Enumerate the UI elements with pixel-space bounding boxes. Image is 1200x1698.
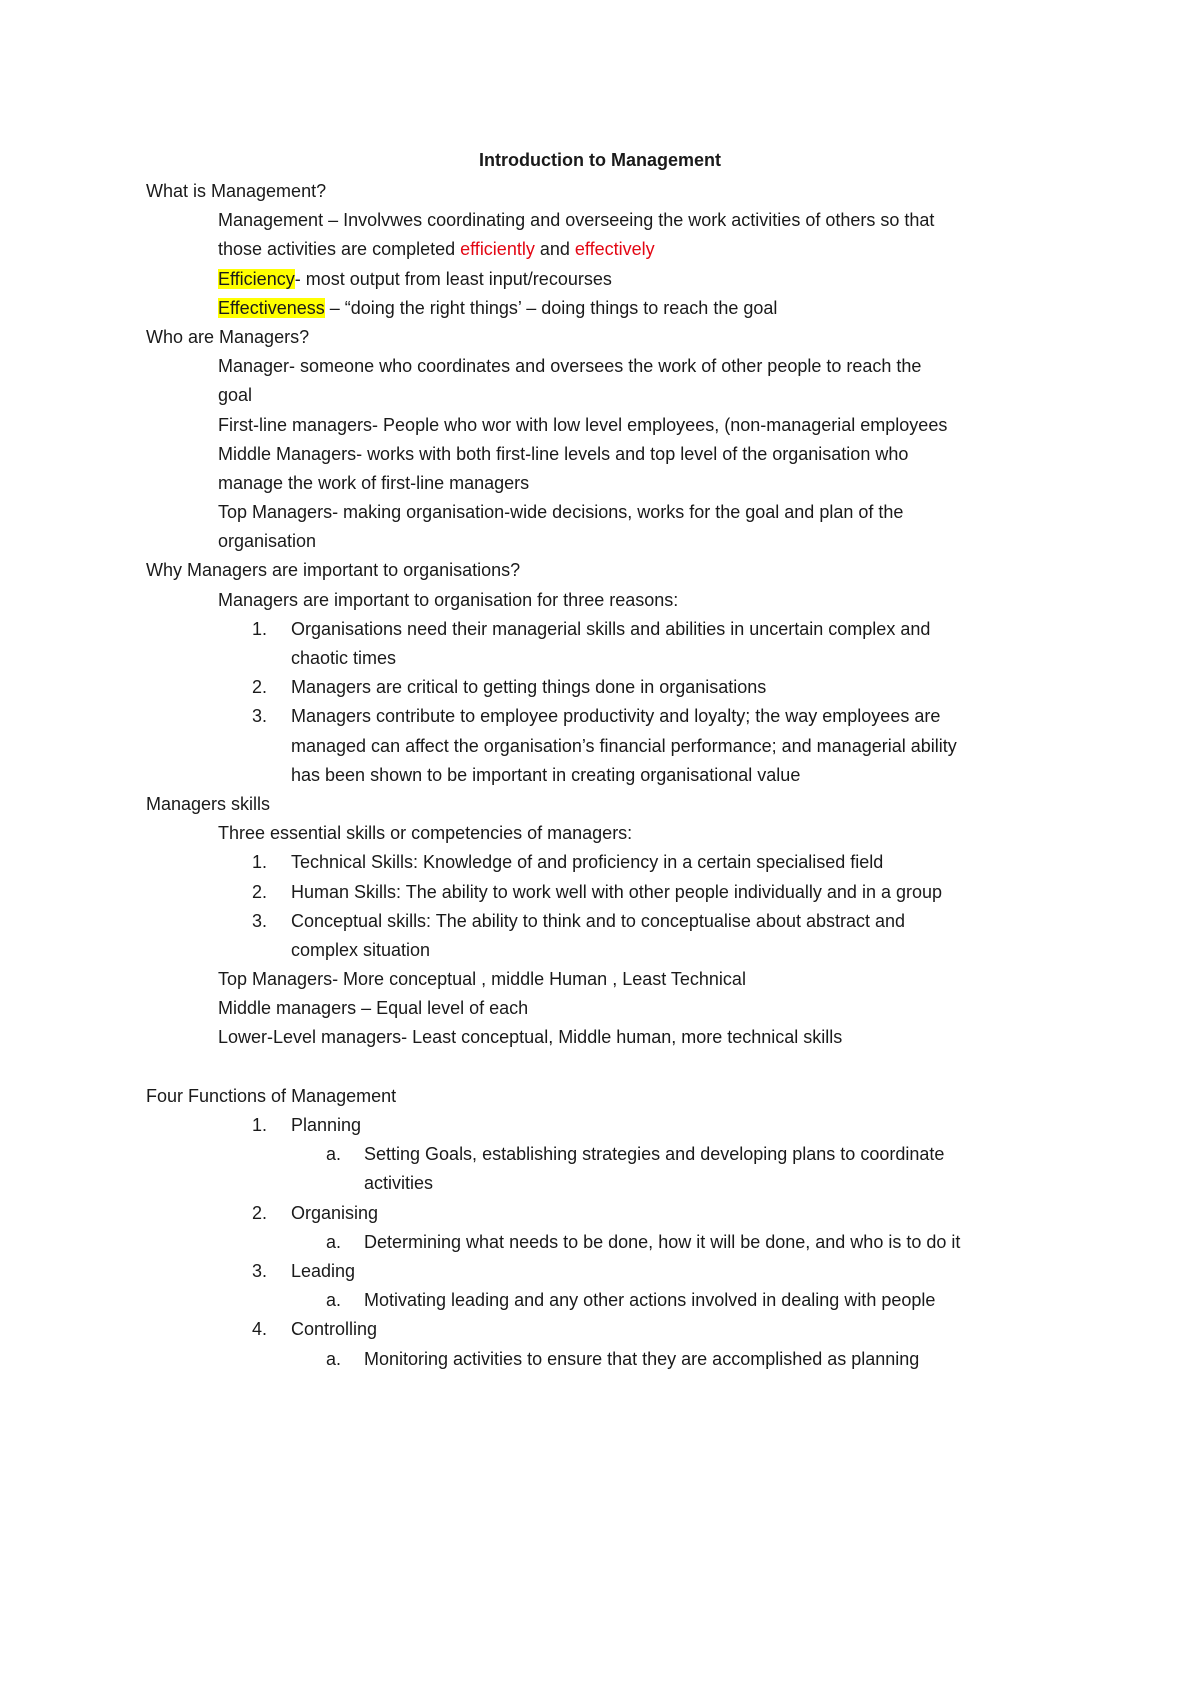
first-line-managers: First-line managers- People who wor with low level employees, (non-managerial employees [218,414,948,435]
efficiently-term: efficiently [460,239,535,260]
list-item-cont: has been shown to be important in creating organisational value [291,764,801,785]
list-number: 3. [252,1260,268,1281]
list-letter: a. [326,1144,342,1165]
list-text: Managers are critical to getting things done in organisations [291,677,767,698]
function-subitem-cont: activities [364,1173,434,1194]
function-item [0,1111,1200,1140]
effectively-term: effectively [574,239,655,260]
list-item [0,673,1200,702]
document-body [0,177,1200,1374]
function-subitem [0,1286,1200,1315]
manager-definition-cont: goal [218,385,253,406]
section-heading: Why Managers are important to organisations? [146,560,521,581]
list-number: 2. [252,677,268,698]
list-item-cont: managed can affect the organisation’s financial performance; and managerial ability [291,735,957,756]
function-description: Motivating leading and any other actions involved in dealing with people [364,1290,936,1311]
list-number: 3. [252,910,268,931]
function-description: Monitoring activities to ensure that they are accomplished as planning [364,1348,920,1369]
page-title: Introduction to Management [479,150,721,170]
blank-line [0,1053,1200,1082]
list-number: 1. [252,1115,268,1135]
management-definition: Management – Involvwes coordinating and overseeing the work activities of others so that [218,210,935,231]
list-letter: a. [326,1231,342,1252]
section-heading: Who are Managers? [146,326,310,347]
list-item [0,702,1200,731]
list-text: Conceptual skills: The ability to think and to conceptualise about abstract and [291,910,906,931]
top-managers-cont: organisation [218,531,317,552]
middle-managers-cont: manage the work of first-line managers [218,472,530,493]
top-managers-skills: Top Managers- More conceptual , middle Human , Least Technical [218,969,746,990]
list-number: 2. [252,1202,268,1223]
list-text: Managers contribute to employee productivity and loyalty; the way employees are [291,706,941,727]
function-item [0,1315,1200,1344]
list-item [0,907,1200,936]
list-number: 3. [252,706,268,727]
top-managers: Top Managers- making organisation-wide decisions, works for the goal and plan of the [218,502,904,523]
management-definition-cont [0,235,1200,264]
effectiveness-definition: – “doing the right things’ – doing things to reach the goal [324,297,778,318]
effectiveness-term: Effectiveness [218,297,325,318]
function-item [0,1199,1200,1228]
manager-definition: Manager- someone who coordinates and oversees the work of other people to reach the [218,356,922,377]
efficiency-term: Efficiency [218,268,295,289]
list-text: Human Skills: The ability to work well with other people individually and in a group [291,881,943,902]
list-number: 1. [252,618,268,639]
section-heading: Four Functions of Management [146,1085,397,1106]
list-item [0,615,1200,644]
list-item-cont: complex situation [291,939,431,960]
text-span: and [534,239,575,260]
function-label: Leading [291,1260,356,1281]
section-heading: What is Management? [146,181,327,201]
list-letter: a. [326,1348,342,1369]
lower-managers-skills: Lower-Level managers- Least conceptual, Middle human, more technical skills [218,1027,843,1048]
list-number: 4. [252,1319,268,1340]
function-description: Determining what needs to be done, how it will be done, and who is to do it [364,1231,961,1252]
list-item [0,878,1200,907]
list-item-cont: chaotic times [291,648,397,668]
function-label: Organising [291,1202,379,1223]
function-label: Planning [291,1115,362,1135]
middle-managers-skills: Middle managers – Equal level of each [218,998,529,1019]
function-subitem [0,1228,1200,1257]
reasons-intro: Managers are important to organisation for three reasons: [218,589,679,610]
list-number: 1. [252,852,268,873]
function-subitem [0,1345,1200,1374]
text-span: those activities are completed [218,239,461,260]
efficiency-line [0,265,1200,294]
list-text: Organisations need their managerial skills and abilities in uncertain complex and [291,618,931,639]
efficiency-definition: - most output from least input/recourses [294,268,612,289]
function-item [0,1257,1200,1286]
skills-intro: Three essential skills or competencies of managers: [218,823,633,844]
section-heading: Managers skills [146,793,271,814]
middle-managers: Middle Managers- works with both first-line levels and top level of the organisation who [218,443,909,464]
list-text: Technical Skills: Knowledge of and proficiency in a certain specialised field [291,852,884,873]
function-subitem [0,1140,1200,1169]
effectiveness-line [0,294,1200,323]
function-description: Setting Goals, establishing strategies and developing plans to coordinate [364,1144,945,1165]
function-label: Controlling [291,1319,378,1340]
list-number: 2. [252,881,268,902]
list-letter: a. [326,1290,342,1311]
list-item [0,848,1200,877]
